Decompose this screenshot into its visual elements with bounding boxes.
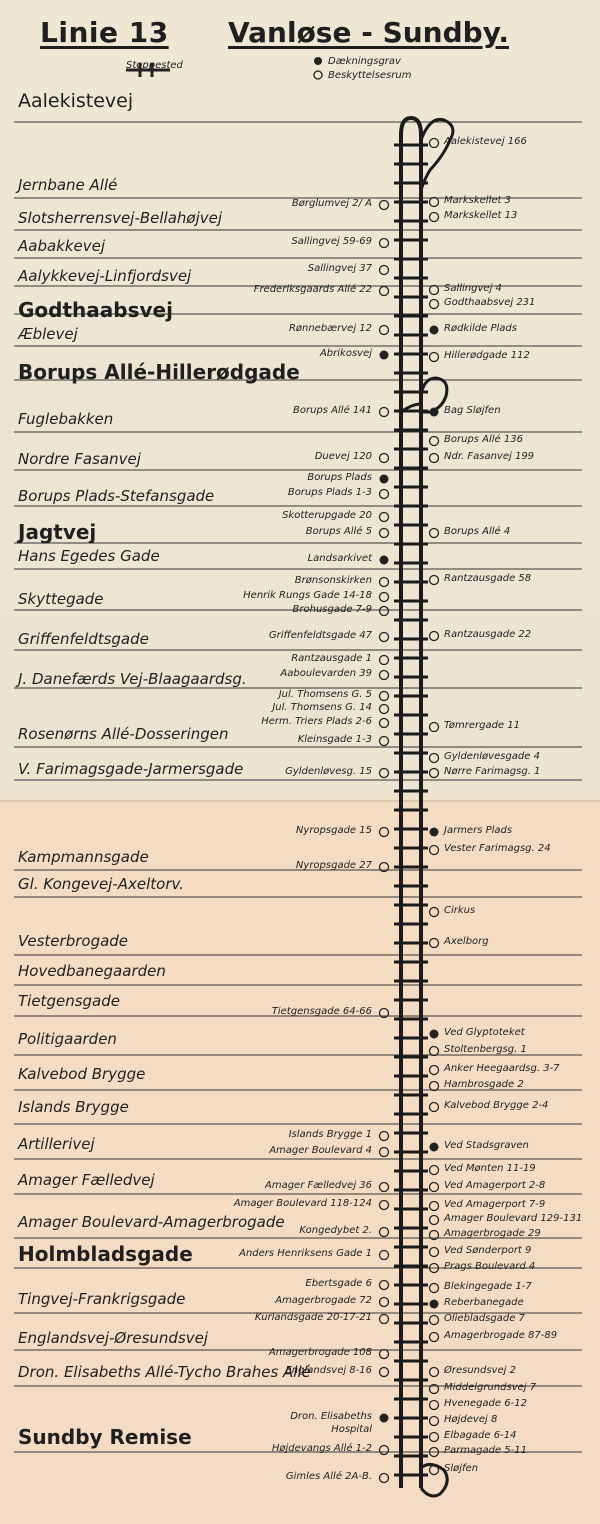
right-open-circle-icon <box>430 1248 439 1257</box>
left-stop-label: Brohusgade 7-9 <box>292 604 372 615</box>
right-open-circle-icon <box>430 1316 439 1325</box>
right-open-circle-icon <box>430 437 439 446</box>
right-stop-label: Blekingegade 1-7 <box>444 1281 532 1292</box>
right-open-circle-icon <box>430 846 439 855</box>
street-label: J. Danefærds Vej-Blaagaardsg. <box>18 670 247 688</box>
street-label: Aalekistevej <box>18 90 134 112</box>
right-stop-label: Godthaabsvej 231 <box>444 297 536 308</box>
left-open-circle-icon <box>380 201 389 210</box>
left-stop-label: Ebertsgade 6 <box>305 1278 372 1289</box>
right-stop-label: Rantzausgade 22 <box>444 629 532 640</box>
left-open-circle-icon <box>380 671 389 680</box>
left-open-circle-icon <box>380 1201 389 1210</box>
right-open-circle-icon <box>430 908 439 917</box>
right-stop-label: Rødkilde Plads <box>444 323 517 334</box>
street-label: Fuglebakken <box>18 410 114 428</box>
left-stop-label: Jul. Thomsens G. 14 <box>272 702 372 713</box>
right-stop-label: Hambrosgade 2 <box>444 1079 524 1090</box>
left-open-circle-icon <box>380 578 389 587</box>
left-open-circle-icon <box>380 1251 389 1260</box>
left-open-circle-icon <box>380 737 389 746</box>
street-label: Kampmannsgade <box>18 848 149 866</box>
left-open-circle-icon <box>380 326 389 335</box>
street-label: Politigaarden <box>18 1030 117 1048</box>
left-stop-label: Amager Boulevard 118-124 <box>233 1198 372 1209</box>
right-stop-label: Højdevej 8 <box>444 1414 498 1425</box>
left-stop-label: Sallingvej 37 <box>307 263 372 274</box>
right-open-circle-icon <box>430 1066 439 1075</box>
left-stop-label: Borups Plads 1-3 <box>287 487 372 498</box>
left-stop-label: Gimles Allé 2A-B. <box>285 1471 372 1482</box>
right-open-circle-icon <box>430 1103 439 1112</box>
left-open-circle-icon <box>380 1281 389 1290</box>
street-label: Rosenørns Allé-Dosseringen <box>18 725 229 743</box>
right-open-circle-icon <box>430 1216 439 1225</box>
street-label: Jernbane Allé <box>18 176 118 194</box>
right-open-circle-icon <box>430 1333 439 1342</box>
left-open-circle-icon <box>380 633 389 642</box>
right-stop-label: Axelborg <box>444 936 489 947</box>
street-label: Tingvej-Frankrigsgade <box>18 1290 186 1308</box>
left-stop-label: Herm. Triers Plads 2-6 <box>261 716 372 727</box>
left-stop-label: Dron. Elisabeths <box>290 1411 372 1422</box>
right-filled-circle-icon <box>430 828 439 837</box>
right-stop-label: Ved Stadsgraven <box>444 1140 529 1151</box>
left-open-circle-icon <box>380 719 389 728</box>
right-open-circle-icon <box>430 1401 439 1410</box>
left-open-circle-icon <box>380 1350 389 1359</box>
left-stop-label: Amagerbrogade 108 <box>268 1347 372 1358</box>
left-stop-label: Frederiksgaards Allé 22 <box>253 284 372 295</box>
left-open-circle-icon <box>380 1132 389 1141</box>
right-stop-label: Cirkus <box>444 905 476 916</box>
left-stop-label: Jul. Thomsens G. 5 <box>278 689 372 700</box>
right-stop-label: Sløjfen <box>444 1463 479 1474</box>
left-open-circle-icon <box>380 266 389 275</box>
left-stop-label: Højdevangs Allé 1-2 <box>271 1443 372 1454</box>
right-open-circle-icon <box>430 769 439 778</box>
street-label: Gl. Kongevej-Axeltorv. <box>18 875 184 893</box>
left-open-circle-icon <box>380 1368 389 1377</box>
right-open-circle-icon <box>430 1433 439 1442</box>
left-stop-label: Børglumvej 2/ A <box>291 198 372 209</box>
street-label: Tietgensgade <box>18 992 120 1010</box>
right-stop-label: Ved Glyptoteket <box>444 1027 525 1038</box>
right-stop-label: Ved Mønten 11-19 <box>444 1163 536 1174</box>
left-open-circle-icon <box>380 529 389 538</box>
street-label: Amager Fælledvej <box>18 1171 155 1189</box>
right-stop-label: Amagerbrogade 87-89 <box>444 1330 558 1341</box>
right-stop-label: Bag Sløjfen <box>444 405 501 416</box>
left-stop-label: Rantzausgade 1 <box>291 653 372 664</box>
left-stop-label: Duevej 120 <box>314 451 372 462</box>
street-label: Æblevej <box>18 325 78 343</box>
right-filled-circle-icon <box>430 408 439 417</box>
right-stop-label: Vester Farimagsg. 24 <box>444 843 551 854</box>
right-open-circle-icon <box>430 939 439 948</box>
right-open-circle-icon <box>430 286 439 295</box>
left-stop-label: Abrikosvej <box>319 348 372 359</box>
right-filled-circle-icon <box>430 1030 439 1039</box>
right-stop-label: Tømrergade 11 <box>444 720 520 731</box>
street-label: Kalvebod Brygge <box>18 1065 146 1083</box>
street-label: Sundby Remise <box>18 1425 192 1449</box>
right-stop-label: Prags Boulevard 4 <box>444 1261 536 1272</box>
right-open-circle-icon <box>430 1082 439 1091</box>
right-open-circle-icon <box>430 576 439 585</box>
right-stop-label: Amager Boulevard 129-131 <box>444 1213 583 1224</box>
right-open-circle-icon <box>430 139 439 148</box>
left-open-circle-icon <box>380 828 389 837</box>
left-open-circle-icon <box>380 513 389 522</box>
legend-stop-label: Stoppested <box>126 60 183 71</box>
right-open-circle-icon <box>430 198 439 207</box>
route-title: Vanløse - Sundby. <box>228 16 510 49</box>
right-stop-label: Borups Allé 136 <box>444 434 523 445</box>
left-stop-label: Kurlandsgade 20-17-21 <box>254 1312 372 1323</box>
left-open-circle-icon <box>380 705 389 714</box>
left-stop-label: Nyropsgade 15 <box>295 825 372 836</box>
left-open-circle-icon <box>380 692 389 701</box>
left-stop-label: Englandsvej 8-16 <box>285 1365 372 1376</box>
street-label: Godthaabsvej <box>18 298 173 322</box>
right-stop-label: Amagerbrogade 29 <box>444 1228 541 1239</box>
street-label: Holmbladsgade <box>18 1242 193 1266</box>
right-stop-label: Elbagade 6-14 <box>444 1430 517 1441</box>
left-open-circle-icon <box>380 1446 389 1455</box>
left-open-circle-icon <box>380 1183 389 1192</box>
right-stop-label: Middelgrundsvej 7 <box>444 1382 537 1393</box>
right-stop-label: Oliebladsgade 7 <box>444 1313 525 1324</box>
right-open-circle-icon <box>430 300 439 309</box>
left-stop-label: Amager Fælledvej 36 <box>264 1180 372 1191</box>
right-stop-label: Anker Heegaardsg. 3-7 <box>444 1063 560 1074</box>
right-stop-label: Nørre Farimagsg. 1 <box>444 766 541 777</box>
street-label: Artillerivej <box>18 1135 95 1153</box>
street-label: Borups Allé-Hillerødgade <box>18 360 300 384</box>
street-label: Dron. Elisabeths Allé-Tycho Brahes Allé <box>18 1363 311 1381</box>
right-stop-label: Ved Amagerport 7-9 <box>444 1199 546 1210</box>
legend-shelter-room-label: Beskyttelsesrum <box>328 70 412 81</box>
street-label: Skyttegade <box>18 590 104 608</box>
left-stop-label: Tietgensgade 64-66 <box>271 1006 372 1017</box>
right-open-circle-icon <box>430 1047 439 1056</box>
left-stop-label: Rønnebærvej 12 <box>288 323 372 334</box>
left-stop-label: Amager Boulevard 4 <box>269 1145 372 1156</box>
right-open-circle-icon <box>430 1183 439 1192</box>
left-stop-label: Skotterupgade 20 <box>282 510 372 521</box>
right-stop-label: Jarmers Plads <box>444 825 513 836</box>
legend-open-circle-icon <box>314 71 322 79</box>
right-stop-label: Markskellet 3 <box>444 195 511 206</box>
left-stop-label: Sallingvej 59-69 <box>291 236 372 247</box>
left-open-circle-icon <box>380 1298 389 1307</box>
left-stop-label: Islands Brygge 1 <box>288 1129 372 1140</box>
street-label: Vesterbrogade <box>18 932 129 950</box>
right-filled-circle-icon <box>430 1300 439 1309</box>
right-open-circle-icon <box>430 529 439 538</box>
right-open-circle-icon <box>430 1417 439 1426</box>
right-stop-label: Øresundsvej 2 <box>444 1365 516 1376</box>
left-open-circle-icon <box>380 1148 389 1157</box>
right-open-circle-icon <box>430 1368 439 1377</box>
right-stop-label: Stoltenbergsg. 1 <box>444 1044 527 1055</box>
street-label: Griffenfeldtsgade <box>18 630 149 648</box>
left-open-circle-icon <box>380 239 389 248</box>
left-open-circle-icon <box>380 408 389 417</box>
left-filled-circle-icon <box>380 556 389 565</box>
right-stop-label: Gyldenløvesgade 4 <box>444 751 540 762</box>
left-stop-label: Nyropsgade 27 <box>295 860 372 871</box>
left-open-circle-icon <box>380 287 389 296</box>
right-stop-label: Reberbanegade <box>444 1297 524 1308</box>
left-open-circle-icon <box>380 769 389 778</box>
left-open-circle-icon <box>380 1474 389 1483</box>
street-label: Englandsvej-Øresundsvej <box>18 1329 209 1347</box>
left-stop-label: Borups Allé 5 <box>305 526 372 537</box>
legend-filled-circle-icon <box>314 57 322 65</box>
line-label: Linie 13 <box>40 16 169 49</box>
right-stop-label: Aalekistevej 166 <box>444 136 527 147</box>
street-label: Hovedbanegaarden <box>18 962 166 980</box>
left-filled-circle-icon <box>380 351 389 360</box>
street-label: Islands Brygge <box>18 1098 129 1116</box>
turn-loop-top <box>421 119 453 190</box>
left-stop-label: Aaboulevarden 39 <box>280 668 372 679</box>
right-stop-label: Markskellet 13 <box>444 210 518 221</box>
right-filled-circle-icon <box>430 1143 439 1152</box>
right-stop-label: Rantzausgade 58 <box>444 573 532 584</box>
left-stop-label: Anders Henriksens Gade 1 <box>239 1248 372 1259</box>
street-label: Jagtvej <box>18 520 97 544</box>
right-stop-label: Sallingvej 4 <box>444 283 502 294</box>
right-open-circle-icon <box>430 754 439 763</box>
right-open-circle-icon <box>430 1466 439 1475</box>
left-stop-label: Gyldenløvesg. 15 <box>285 766 372 777</box>
left-open-circle-icon <box>380 1315 389 1324</box>
right-stop-label: Ved Amagerport 2-8 <box>444 1180 546 1191</box>
street-label: V. Farimagsgade-Jarmersgade <box>18 760 244 778</box>
street-label: Hans Egedes Gade <box>18 547 160 565</box>
left-open-circle-icon <box>380 490 389 499</box>
right-filled-circle-icon <box>430 326 439 335</box>
right-open-circle-icon <box>430 632 439 641</box>
left-stop-label: Kleinsgade 1-3 <box>297 734 372 745</box>
street-label: Aabakkevej <box>18 237 106 255</box>
left-open-circle-icon <box>380 593 389 602</box>
right-stop-label: Ved Sønderport 9 <box>444 1245 532 1256</box>
left-stop-label: Borups Allé 141 <box>293 405 372 416</box>
left-open-circle-icon <box>380 454 389 463</box>
right-open-circle-icon <box>430 1202 439 1211</box>
right-stop-label: Borups Allé 4 <box>444 526 511 537</box>
right-stop-label: Parmagade 5-11 <box>444 1445 527 1456</box>
left-stop-label: Landsarkivet <box>307 553 372 564</box>
right-open-circle-icon <box>430 1166 439 1175</box>
left-stop-label: Griffenfeldtsgade 47 <box>268 630 372 641</box>
left-open-circle-icon <box>380 607 389 616</box>
left-open-circle-icon <box>380 1228 389 1237</box>
left-filled-circle-icon <box>380 475 389 484</box>
right-open-circle-icon <box>430 723 439 732</box>
right-stop-label: Kalvebod Brygge 2-4 <box>444 1100 549 1111</box>
track-top-turn <box>401 118 421 135</box>
left-open-circle-icon <box>380 656 389 665</box>
left-stop-label: Brønsonskirken <box>294 575 372 586</box>
legend-shelter-label: Dækningsgrav <box>328 56 401 67</box>
street-label: Borups Plads-Stefansgade <box>18 487 215 505</box>
turn-loop-mid <box>421 378 447 412</box>
street-label: Amager Boulevard-Amagerbrogade <box>18 1213 285 1231</box>
street-label: Slotsherrensvej-Bellahøjvej <box>18 209 223 227</box>
right-open-circle-icon <box>430 1284 439 1293</box>
right-open-circle-icon <box>430 213 439 222</box>
right-stop-label: Hvenegade 6-12 <box>444 1398 527 1409</box>
left-stop-label: Henrik Rungs Gade 14-18 <box>243 590 372 601</box>
left-stop-label: Amagerbrogade 72 <box>275 1295 372 1306</box>
left-stop-label: Borups Plads <box>307 472 372 483</box>
left-stop-label: Hospital <box>331 1424 372 1435</box>
left-filled-circle-icon <box>380 1414 389 1423</box>
street-label: Nordre Fasanvej <box>18 450 141 468</box>
right-stop-label: Ndr. Fasanvej 199 <box>444 451 535 462</box>
right-open-circle-icon <box>430 454 439 463</box>
right-stop-label: Hillerødgade 112 <box>444 350 530 361</box>
street-label: Aalykkevej-Linfjordsvej <box>18 267 192 285</box>
right-open-circle-icon <box>430 353 439 362</box>
left-stop-label: Kongedybet 2. <box>299 1225 372 1236</box>
